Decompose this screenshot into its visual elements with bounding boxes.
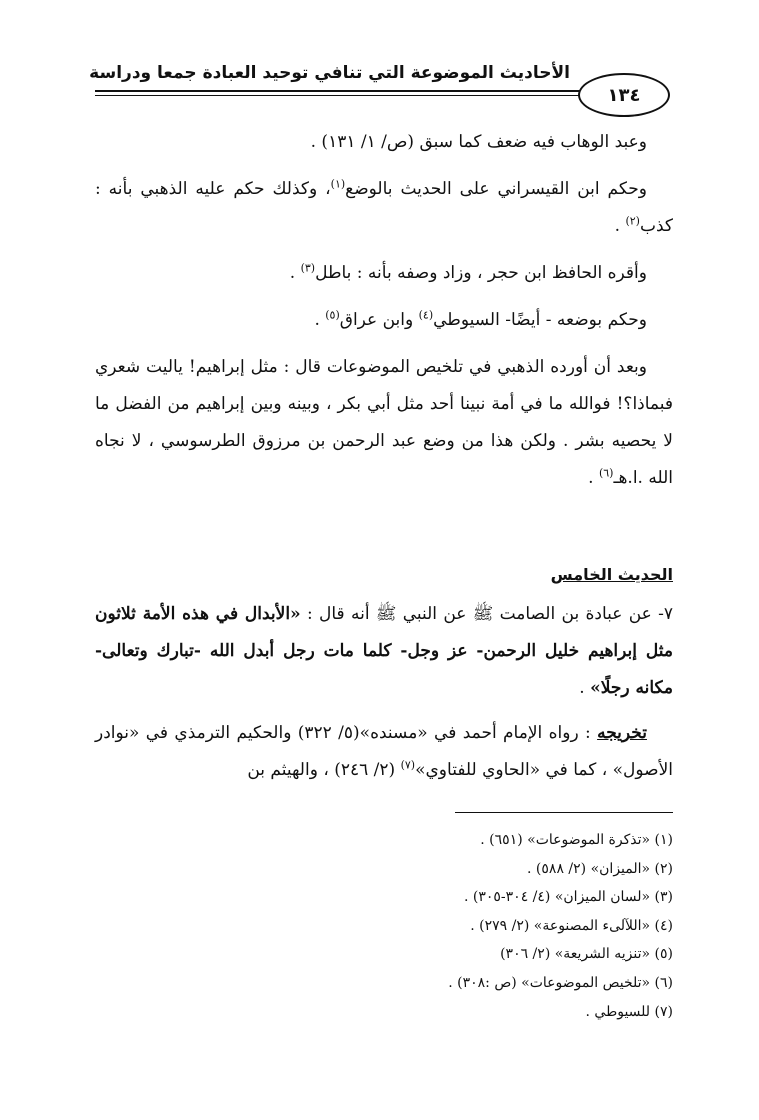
paragraph-3-text-b: . [289, 263, 301, 283]
header-rule-thin [95, 95, 600, 96]
paragraph-2-text-b: ، وكذلك حكم عليه الذهبي بأنه : كذب [95, 179, 673, 236]
footnote-3: (٣) «لسان الميزان» (٤/ ٣٠٤-٣٠٥) . [463, 889, 673, 906]
footnote-5: (٥) «تنزيه الشريعة» (٢/ ٣٠٦) [500, 946, 673, 963]
paragraph-5-text-b: . [588, 468, 599, 488]
footnote-2: (٢) «الميزان» (٢/ ٥٨٨) . [527, 860, 673, 877]
takhrij-text-a: : رواه الإمام أحمد في «مسنده»(٥/ ٣٢٢) والحكيم الترمذي في «نوادر الأصول» ، كما في «الحاوي للفتاوي» [95, 723, 673, 780]
footnote-ref-7: (٧) [400, 758, 416, 772]
hadith-intro: ٧- عن عبادة بن الصامت ﷺ عن النبي ﷺ أنه قال : [300, 604, 673, 624]
main-text-upper [95, 124, 673, 497]
footnote-1: (١) «تذكرة الموضوعات» (٦٥١) . [480, 832, 673, 848]
paragraph-2-text-c: . [614, 216, 626, 236]
paragraph-4 [95, 302, 673, 339]
paragraph-2-text-a: وحكم ابن القيسراني على الحديث بالوضع [345, 179, 647, 199]
paragraph-3 [95, 255, 673, 292]
footnote-4: (٤) «اللآلىء المصنوعة» (٢/ ٢٧٩) . [470, 917, 673, 934]
footnote-separator [455, 812, 673, 813]
header-title: الأحاديث الموضوعة التي تنافي توحيد العبادة جمعا ودراسة [89, 63, 570, 83]
footnotes [113, 826, 673, 1026]
footnote-ref-2: (٢) [625, 214, 640, 228]
paragraph-5-text-a: وبعد أن أورده الذهبي في تلخيص الموضوعات قال : مثل إبراهيم! ياليت شعري فبماذا؟! فوالله ما في أمة نبينا أحد مثل أبي بكر ، وبينه وبين إبراهيم من الفضل ما لا يحصيه بشر . ولكن هذا من وضع عبد الرحمن بن مرزوق الطرسوسي ، لا نجاه الله .ا.هـ [95, 357, 673, 488]
footnote-7: (٧) للسيوطي . [585, 1003, 673, 1020]
footnote-6: (٦) «تلخيص الموضوعات» (ص :٣٠٨) . [448, 974, 673, 991]
main-text-lower [95, 596, 673, 789]
page-number: ١٣٤ [578, 73, 670, 117]
section-heading: الحديث الخامس [550, 565, 673, 584]
paragraph-4-text-a: وحكم بوضعه - أيضًا- السيوطي [433, 310, 647, 330]
paragraph-3-text-a: وأقره الحافظ ابن حجر ، وزاد وصفه بأنه : باطل [315, 263, 647, 283]
hadith-paragraph [95, 596, 673, 707]
paragraph-5 [95, 349, 673, 497]
footnote-ref-4: (٤) [418, 308, 434, 322]
footnote-ref-3: (٣) [300, 261, 316, 275]
paragraph-1-text: وعبد الوهاب فيه ضعف كما سبق (ص/ ١/ ١٣١) . [310, 132, 647, 152]
takhrij-label: تخريجه [597, 723, 647, 743]
header-rule [95, 90, 600, 92]
paragraph-1 [95, 124, 673, 161]
takhrij-paragraph [95, 715, 673, 789]
hadith-end: . [579, 678, 591, 698]
footnote-ref-5: (٥) [325, 308, 340, 322]
footnote-ref-1: (١) [330, 177, 346, 191]
running-header [89, 55, 670, 106]
takhrij-text-b: (٢/ ٢٤٦) ، والهيثم بن [247, 760, 401, 780]
paragraph-4-text-c: . [314, 310, 326, 330]
footnote-ref-6: (٦) [598, 466, 614, 480]
paragraph-4-text-b: وابن عراق [339, 310, 419, 330]
hadith-text: «الأبدال في هذه الأمة ثلاثون مثل إبراهيم خليل الرحمن- عز وجل- كلما مات رجل أبدل الله -تبارك وتعالى- مكانه رجلًا» [95, 604, 673, 698]
paragraph-2 [95, 171, 673, 245]
